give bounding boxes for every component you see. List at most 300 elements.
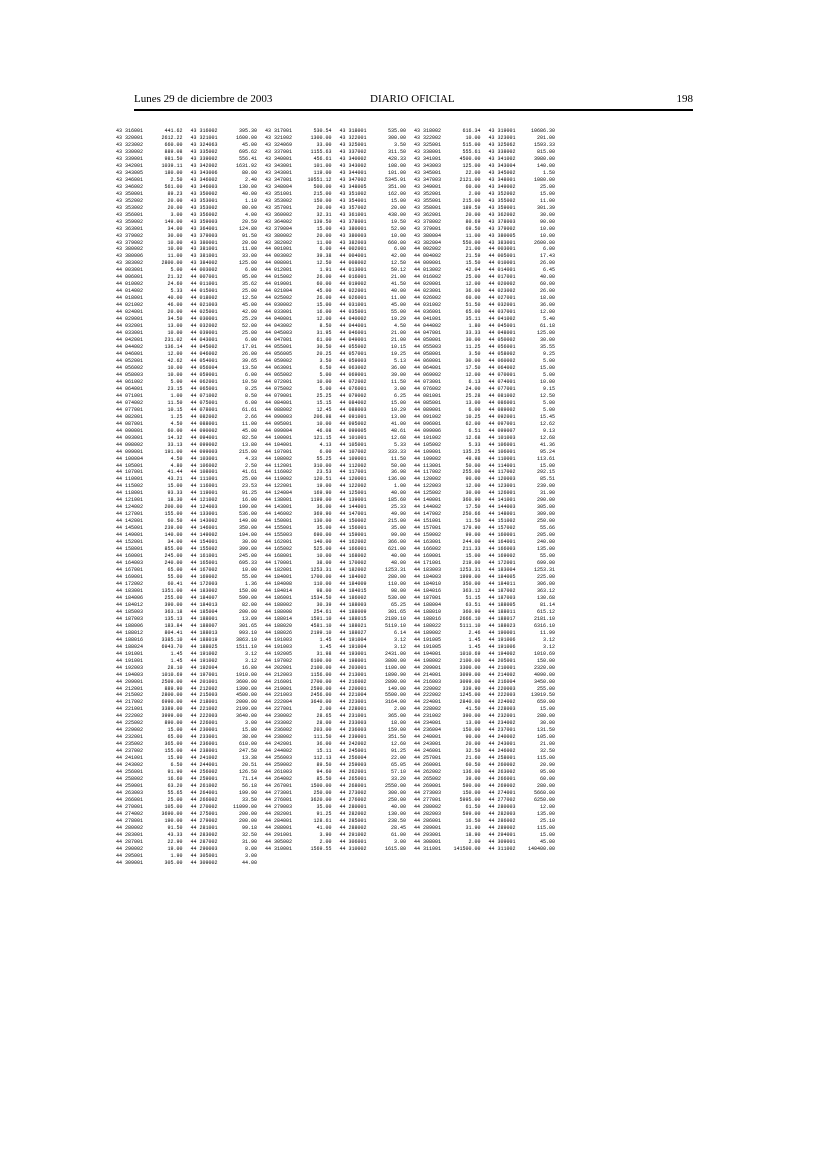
row-code: 43 358001 <box>414 204 442 211</box>
row-code: 43 359003 <box>190 218 218 225</box>
row-amount: 43.21 <box>167 476 183 483</box>
table-row <box>489 539 564 546</box>
row-amount: 1039.11 <box>161 162 183 169</box>
row-code: 44 002001 <box>339 246 367 253</box>
table-row <box>265 219 340 226</box>
table-row <box>414 281 489 288</box>
row-code: 44 029001 <box>116 316 144 323</box>
row-amount: 12.60 <box>390 741 406 748</box>
row-amount: 301.65 <box>387 608 406 615</box>
table-row <box>340 504 415 511</box>
table-row <box>265 755 340 762</box>
row-amount: 333.33 <box>387 448 406 455</box>
row-amount: 1253.31 <box>384 567 406 574</box>
table-row <box>265 149 340 156</box>
row-code: 44 188001 <box>190 615 218 622</box>
row-code: 44 194002 <box>488 650 516 657</box>
table-row <box>265 128 340 135</box>
row-amount: 3640.00 <box>310 699 332 706</box>
table-row <box>265 720 340 727</box>
row-code: 44 183001 <box>116 587 144 594</box>
table-row <box>265 316 340 323</box>
row-amount: 82.00 <box>241 601 257 608</box>
table-row <box>191 630 266 637</box>
table-row <box>265 184 340 191</box>
row-code: 44 209001 <box>414 664 442 671</box>
table-row <box>489 769 564 776</box>
table-row <box>265 483 340 490</box>
row-amount: 2550.00 <box>384 783 406 790</box>
table-row <box>489 706 564 713</box>
table-row <box>414 804 489 811</box>
table-row <box>265 567 340 574</box>
row-amount: 55.00 <box>390 309 406 316</box>
table-row <box>265 686 340 693</box>
table-row <box>414 832 489 839</box>
row-code: 44 056001 <box>488 344 516 351</box>
row-amount: 10.50 <box>241 378 257 385</box>
table-row <box>116 135 191 142</box>
row-amount: 28.65 <box>316 713 332 720</box>
row-code: 44 220002 <box>414 685 442 692</box>
row-code: 44 088002 <box>265 406 293 413</box>
table-row <box>489 469 564 476</box>
row-code: 44 021003 <box>190 302 218 309</box>
table-row <box>265 456 340 463</box>
row-code: 44 160001 <box>488 532 516 539</box>
header-title: DIARIO OFICIAL <box>370 93 455 105</box>
table-row <box>414 699 489 706</box>
table-row <box>489 233 564 240</box>
row-code: 44 243001 <box>414 741 442 748</box>
row-amount: 215.00 <box>238 448 257 455</box>
row-code: 44 280003 <box>488 803 516 810</box>
row-code: 44 226001 <box>190 720 218 727</box>
table-row <box>116 240 191 247</box>
table-row <box>265 386 340 393</box>
row-code: 44 055003 <box>414 344 442 351</box>
row-code: 44 191006 <box>488 643 516 650</box>
table-row <box>191 365 266 372</box>
row-code: 44 099002 <box>190 441 218 448</box>
row-amount: 305.00 <box>536 504 555 511</box>
table-row <box>191 679 266 686</box>
row-amount: 15.00 <box>539 706 555 713</box>
row-code: 44 125002 <box>414 490 442 497</box>
row-amount: 55.66 <box>539 525 555 532</box>
table-row <box>340 741 415 748</box>
table-row <box>489 400 564 407</box>
table-row <box>489 302 564 309</box>
row-amount: 180.00 <box>164 169 183 176</box>
row-amount: 10551.12 <box>307 176 332 183</box>
table-row <box>414 665 489 672</box>
table-row <box>265 358 340 365</box>
table-row <box>191 414 266 421</box>
table-row <box>116 421 191 428</box>
row-code: 44 032001 <box>116 323 144 330</box>
table-row <box>340 602 415 609</box>
table-row <box>191 226 266 233</box>
table-row <box>265 769 340 776</box>
row-code: 44 091001 <box>339 413 367 420</box>
row-amount: 2.00 <box>468 190 481 197</box>
row-code: 44 191003 <box>265 636 293 643</box>
row-amount: 131.50 <box>536 727 555 734</box>
row-amount: 2700.00 <box>310 678 332 685</box>
table-row <box>489 149 564 156</box>
row-code: 44 071002 <box>190 392 218 399</box>
row-amount: 21.59 <box>465 253 481 260</box>
table-row <box>489 240 564 247</box>
table-row <box>191 692 266 699</box>
row-amount: 301.65 <box>238 622 257 629</box>
row-code: 44 188016 <box>414 615 442 622</box>
row-code: 44 157002 <box>488 525 516 532</box>
table-row <box>265 651 340 658</box>
row-amount: 360.90 <box>462 497 481 504</box>
row-amount: 155.00 <box>164 511 183 518</box>
row-amount: 599.00 <box>462 810 481 817</box>
row-amount: 240.00 <box>536 539 555 546</box>
row-code: 44 155001 <box>265 525 293 532</box>
table-row <box>414 253 489 260</box>
table-row <box>191 727 266 734</box>
table-row <box>191 637 266 644</box>
row-code: 43 357001 <box>265 204 293 211</box>
row-amount: 12.68 <box>465 434 481 441</box>
row-code: 44 049001 <box>339 337 367 344</box>
table-row <box>191 595 266 602</box>
row-amount: 30.00 <box>539 337 555 344</box>
table-row <box>116 198 191 205</box>
table-row <box>489 623 564 630</box>
row-code: 44 106001 <box>488 448 516 455</box>
row-code: 44 091002 <box>414 413 442 420</box>
row-amount: 65.25 <box>390 601 406 608</box>
row-code: 44 143001 <box>265 504 293 511</box>
row-code: 44 266002 <box>190 797 218 803</box>
row-code: 43 345002 <box>488 169 516 176</box>
table-row <box>191 177 266 184</box>
table-row <box>116 832 191 839</box>
row-code: 44 016002 <box>414 274 442 281</box>
row-amount: 49.90 <box>390 511 406 518</box>
table-row <box>414 421 489 428</box>
row-amount: 12.62 <box>539 420 555 427</box>
row-code: 43 364001 <box>190 225 218 232</box>
row-amount: 15.00 <box>316 302 332 309</box>
row-amount: 4.13 <box>319 441 332 448</box>
row-amount: 17.43 <box>539 253 555 260</box>
row-amount: 1390.00 <box>235 685 257 692</box>
row-amount: 5.00 <box>170 378 183 385</box>
row-code: 44 144001 <box>339 504 367 511</box>
table-row <box>414 379 489 386</box>
table-row <box>414 623 489 630</box>
row-amount: 2800.00 <box>161 260 183 267</box>
table-row <box>191 567 266 574</box>
row-code: 44 228003 <box>488 706 516 713</box>
table-row <box>116 400 191 407</box>
table-row <box>489 727 564 734</box>
table-row <box>489 253 564 260</box>
row-code: 44 086001 <box>488 399 516 406</box>
table-row <box>489 184 564 191</box>
table-row <box>414 686 489 693</box>
table-row <box>116 483 191 490</box>
row-amount: 39.00 <box>465 776 481 783</box>
table-row <box>414 240 489 247</box>
table-row <box>265 630 340 637</box>
row-amount: 61.00 <box>390 831 406 838</box>
row-code: 44 212003 <box>265 671 293 678</box>
row-code: 44 237002 <box>116 748 144 755</box>
row-code: 44 030001 <box>190 316 218 323</box>
row-amount: 890.00 <box>164 720 183 727</box>
table-row <box>340 748 415 755</box>
row-amount: 20.59 <box>241 218 257 225</box>
row-code: 44 184014 <box>265 587 293 594</box>
row-code: 44 259002 <box>265 762 293 769</box>
table-row <box>489 170 564 177</box>
row-code: 44 191001 <box>116 650 144 657</box>
row-code: 44 264002 <box>265 776 293 783</box>
row-code: 44 288002 <box>339 824 367 831</box>
table-row <box>265 706 340 713</box>
table-row <box>489 839 564 846</box>
row-code: 44 256003 <box>265 755 293 762</box>
row-code: 44 058002 <box>488 351 516 357</box>
row-code: 44 276002 <box>339 797 367 803</box>
row-code: 44 164001 <box>488 539 516 546</box>
table-row <box>414 184 489 191</box>
table-row <box>191 490 266 497</box>
table-row <box>191 288 266 295</box>
row-amount: 39.00 <box>390 371 406 378</box>
table-row <box>489 177 564 184</box>
table-row <box>191 581 266 588</box>
row-code: 44 240002 <box>488 734 516 741</box>
row-code: 44 241001 <box>116 755 144 762</box>
row-code: 44 123001 <box>488 483 516 490</box>
row-code: 44 238002 <box>265 734 293 741</box>
table-row <box>489 309 564 316</box>
table-column <box>489 128 564 867</box>
row-code: 44 256001 <box>116 769 144 776</box>
table-row <box>489 567 564 574</box>
table-row <box>265 295 340 302</box>
table-row <box>489 518 564 525</box>
table-row <box>191 769 266 776</box>
row-code: 44 227001 <box>265 706 293 713</box>
row-code: 44 055001 <box>265 344 293 351</box>
row-code: 43 349002 <box>488 183 516 190</box>
row-amount: 16.00 <box>241 497 257 504</box>
table-row <box>340 713 415 720</box>
row-code: 44 184015 <box>339 587 367 594</box>
row-amount: 85.50 <box>316 776 332 783</box>
row-amount: 140400.00 <box>527 845 555 852</box>
table-row <box>340 205 415 212</box>
row-amount: 10.00 <box>316 420 332 427</box>
row-code: 44 146002 <box>265 511 293 518</box>
row-code: 44 197002 <box>265 657 293 664</box>
table-row <box>191 616 266 623</box>
row-amount: 351.50 <box>387 734 406 741</box>
table-row <box>414 518 489 525</box>
row-amount: 19.00 <box>167 845 183 852</box>
row-amount: 120.51 <box>313 476 332 483</box>
table-row <box>414 163 489 170</box>
row-code: 44 172001 <box>488 560 516 567</box>
row-code: 44 030002 <box>265 302 293 309</box>
row-amount: 105.00 <box>164 803 183 810</box>
row-amount: 141500.00 <box>453 845 481 852</box>
table-row <box>116 560 191 567</box>
row-amount: 2121.00 <box>459 176 481 183</box>
row-amount: 105.00 <box>536 734 555 741</box>
row-code: 43 325001 <box>414 141 442 148</box>
row-amount: 3640.00 <box>235 713 257 720</box>
table-row <box>489 811 564 818</box>
row-code: 44 027001 <box>488 295 516 302</box>
table-row <box>340 226 415 233</box>
row-code: 44 144002 <box>414 504 442 511</box>
row-amount: 1.45 <box>319 643 332 650</box>
row-code: 44 151001 <box>414 518 442 525</box>
row-code: 44 259003 <box>339 762 367 769</box>
row-code: 44 186001 <box>265 594 293 601</box>
row-amount: 10.00 <box>539 225 555 232</box>
row-amount: 150.00 <box>313 197 332 204</box>
row-code: 44 090002 <box>190 427 218 434</box>
row-code: 44 281001 <box>190 824 218 831</box>
row-code: 44 184016 <box>414 587 442 594</box>
table-row <box>116 142 191 149</box>
row-code: 44 309001 <box>488 838 516 845</box>
row-amount: 1010.69 <box>533 650 555 657</box>
row-amount: 2890.00 <box>384 678 406 685</box>
row-amount: 1511.10 <box>235 643 257 650</box>
row-code: 44 279003 <box>265 803 293 810</box>
row-amount: 1.91 <box>319 267 332 274</box>
row-amount: 2100.00 <box>310 664 332 671</box>
table-row <box>191 755 266 762</box>
row-code: 44 216003 <box>414 678 442 685</box>
row-code: 44 267001 <box>265 783 293 790</box>
table-row <box>340 839 415 846</box>
row-code: 43 352001 <box>414 190 442 197</box>
table-row <box>489 644 564 651</box>
table-row <box>116 644 191 651</box>
row-amount: 44.00 <box>241 859 257 866</box>
row-amount: 12.00 <box>465 281 481 288</box>
row-code: 44 064002 <box>488 364 516 371</box>
row-code: 44 126001 <box>488 490 516 497</box>
table-row <box>116 490 191 497</box>
table-row <box>489 595 564 602</box>
row-code: 44 120002 <box>414 476 442 483</box>
row-code: 44 064001 <box>116 385 144 392</box>
row-code: 44 239001 <box>339 734 367 741</box>
table-row <box>489 825 564 832</box>
row-amount: 135.00 <box>536 810 555 817</box>
row-amount: 20.90 <box>539 762 555 769</box>
row-code: 44 031001 <box>339 302 367 309</box>
row-amount: 130.00 <box>387 810 406 817</box>
table-row <box>116 386 191 393</box>
row-amount: 6.00 <box>244 399 257 406</box>
row-code: 44 098002 <box>116 441 144 448</box>
table-row <box>116 212 191 219</box>
row-code: 43 383001 <box>488 239 516 246</box>
row-code: 44 039001 <box>190 330 218 337</box>
row-amount: 34.00 <box>167 225 183 232</box>
row-amount: 22.90 <box>167 838 183 845</box>
table-row <box>489 393 564 400</box>
row-amount: 660.00 <box>164 141 183 148</box>
row-amount: 20.00 <box>465 211 481 218</box>
table-row <box>414 351 489 358</box>
row-amount: 35.00 <box>316 525 332 532</box>
table-row <box>265 560 340 567</box>
row-amount: 2.50 <box>244 462 257 469</box>
row-code: 44 062001 <box>190 378 218 385</box>
table-row <box>489 497 564 504</box>
table-row <box>191 672 266 679</box>
row-code: 43 379004 <box>265 225 293 232</box>
row-amount: 12.50 <box>316 260 332 267</box>
row-amount: 18.90 <box>465 831 481 838</box>
row-amount: 50.00 <box>465 462 481 469</box>
row-code: 44 229002 <box>116 727 144 734</box>
row-code: 44 164003 <box>116 560 144 567</box>
table-row <box>489 281 564 288</box>
row-amount: 238.50 <box>387 817 406 824</box>
table-row <box>489 748 564 755</box>
row-code: 44 149001 <box>116 532 144 539</box>
table-row <box>191 818 266 825</box>
table-row <box>414 365 489 372</box>
table-row <box>265 449 340 456</box>
row-code: 44 188016 <box>116 636 144 643</box>
row-amount: 13.00 <box>167 323 183 330</box>
row-code: 44 127001 <box>116 511 144 518</box>
table-row <box>489 274 564 281</box>
row-amount: 1.00 <box>393 483 406 490</box>
row-code: 44 310001 <box>265 845 293 852</box>
row-amount: 55.00 <box>539 553 555 560</box>
row-code: 44 069001 <box>339 371 367 378</box>
row-code: 44 185003 <box>116 608 144 615</box>
table-row <box>414 839 489 846</box>
row-amount: 15.00 <box>390 399 406 406</box>
row-code: 44 117002 <box>414 469 442 476</box>
row-amount: 3.00 <box>393 838 406 845</box>
row-amount: 40.00 <box>167 295 183 302</box>
row-code: 44 222003 <box>190 713 218 720</box>
row-amount: 150.00 <box>238 587 257 594</box>
row-code: 44 241002 <box>190 755 218 762</box>
table-row <box>116 260 191 267</box>
row-code: 44 107002 <box>339 448 367 455</box>
row-amount: 1010.69 <box>161 671 183 678</box>
row-code: 44 282002 <box>339 810 367 817</box>
row-code: 44 191004 <box>339 643 367 650</box>
table-row <box>116 769 191 776</box>
table-row <box>489 790 564 797</box>
